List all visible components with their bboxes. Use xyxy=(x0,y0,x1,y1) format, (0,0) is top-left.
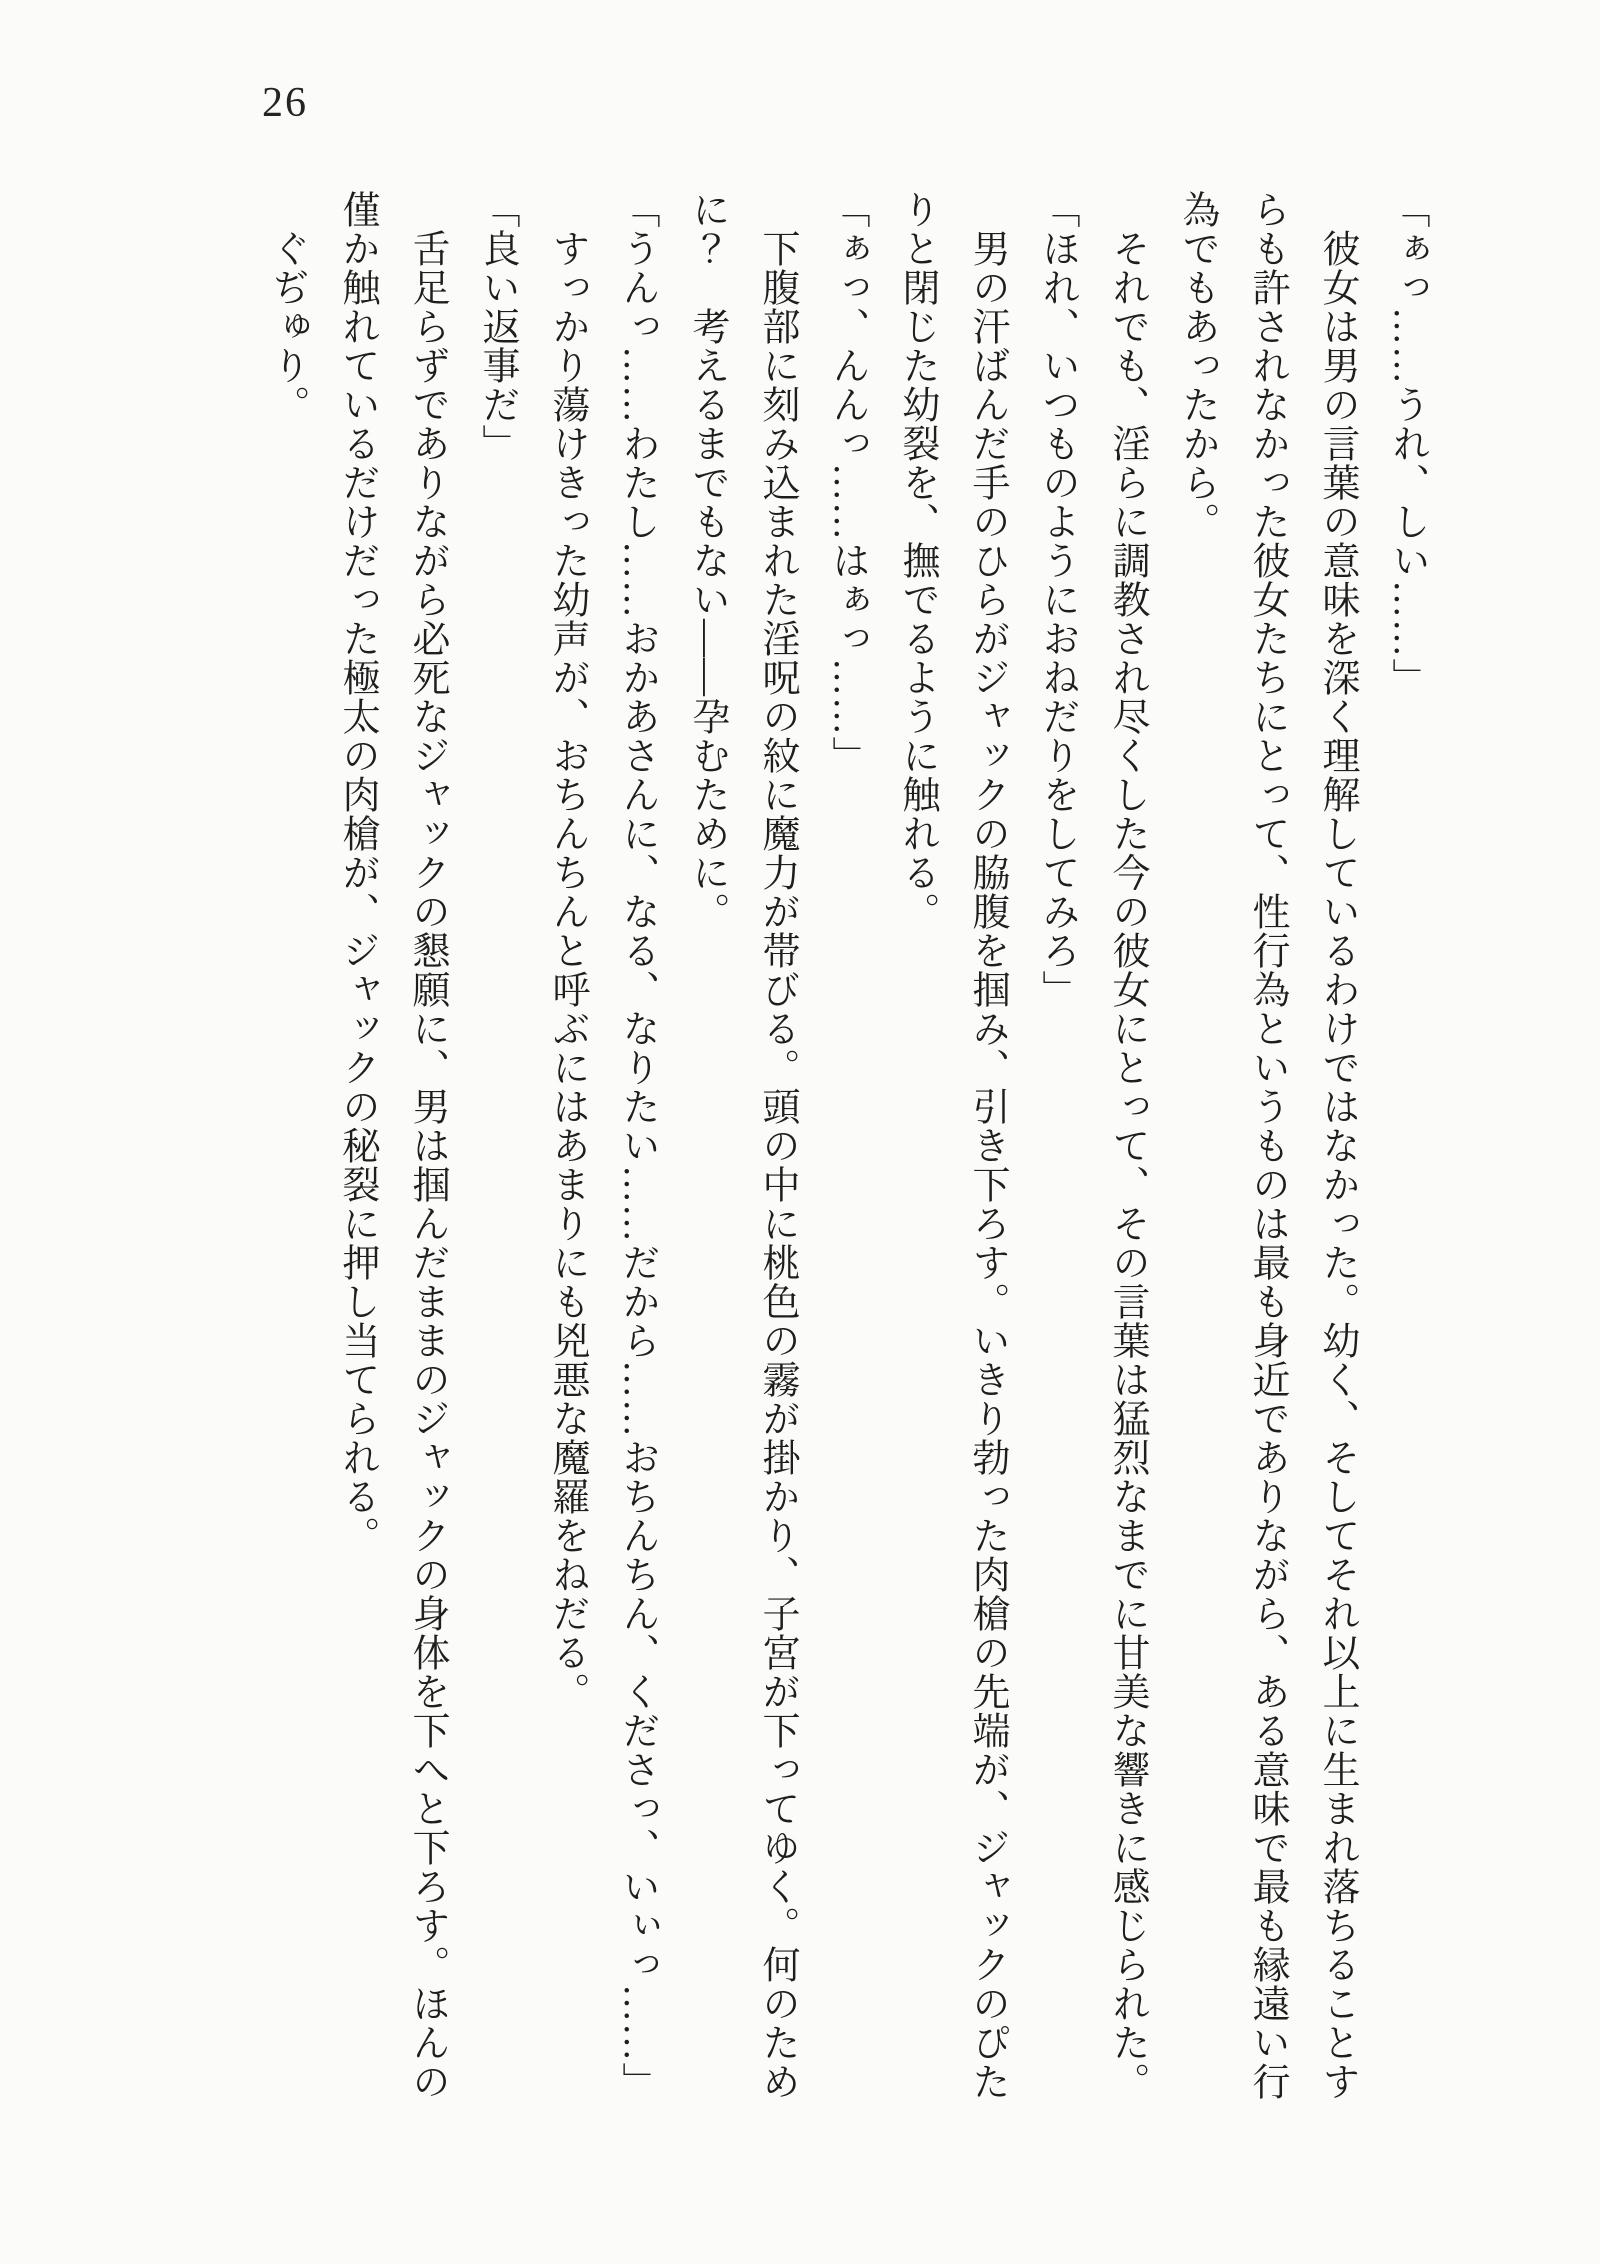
paragraph-10: 「良い返事だ」 xyxy=(476,190,518,463)
paragraph-3: それでも、淫らに調教され尽くした今の彼女にとって、その言葉は猛烈なまでに甘美な響きに感じられた。 xyxy=(1106,229,1148,2101)
paragraph-9: すっかり蕩けきった幼声が、おちんちんと呼ぶにはあまりにも兇悪な魔羅をねだる。 xyxy=(546,229,588,1711)
paragraph-6: 「ぁっ、んんっ……はぁっ……」 xyxy=(826,190,868,775)
paragraph-2: 彼女は男の言葉の意味を深く理解しているわけではなかった。幼く、そしてそれ以上に生まれ落ちることすらも許されなかった彼女たちにとって、性行為というものは最も身近でありながら、ある意味で最も縁遠い行為でもあったから。 xyxy=(1176,190,1358,2101)
paragraph-11: 舌足らずでありながら必死なジャックの懇願に、男は掴んだままのジャックの身体を下へと下ろす。ほんの僅か触れているだけだった極太の肉槍が、ジャックの秘裂に押し当てられる。 xyxy=(336,190,448,2101)
page-number: 26 xyxy=(262,80,308,126)
paragraph-5: 男の汗ばんだ手のひらがジャックの脇腹を掴み、引き下ろす。いきり勃った肉槍の先端が、ジャックのぴたりと閉じた幼裂を、撫でるように触れる。 xyxy=(896,190,1008,2101)
paragraph-8: 「うんっ……わたし……おかあさんに、なる、なりたい……だから……おちんちん、くださっ、いぃっ……」 xyxy=(616,190,658,2101)
paragraph-1: 「ぁっ……うれ、しい……」 xyxy=(1386,190,1428,697)
novel-text-block xyxy=(252,190,1442,2110)
paragraph-4: 「ほれ、いつものようにおねだりをしてみろ」 xyxy=(1036,190,1078,1009)
paragraph-7: 下腹部に刻み込まれた淫呪の紋に魔力が帯びる。頭の中に桃色の霧が掛かり、子宮が下ってゆく。何のために？ 考えるまでもない——孕むために。 xyxy=(686,190,798,2101)
paragraph-12: ぐぢゅり。 xyxy=(266,229,308,424)
